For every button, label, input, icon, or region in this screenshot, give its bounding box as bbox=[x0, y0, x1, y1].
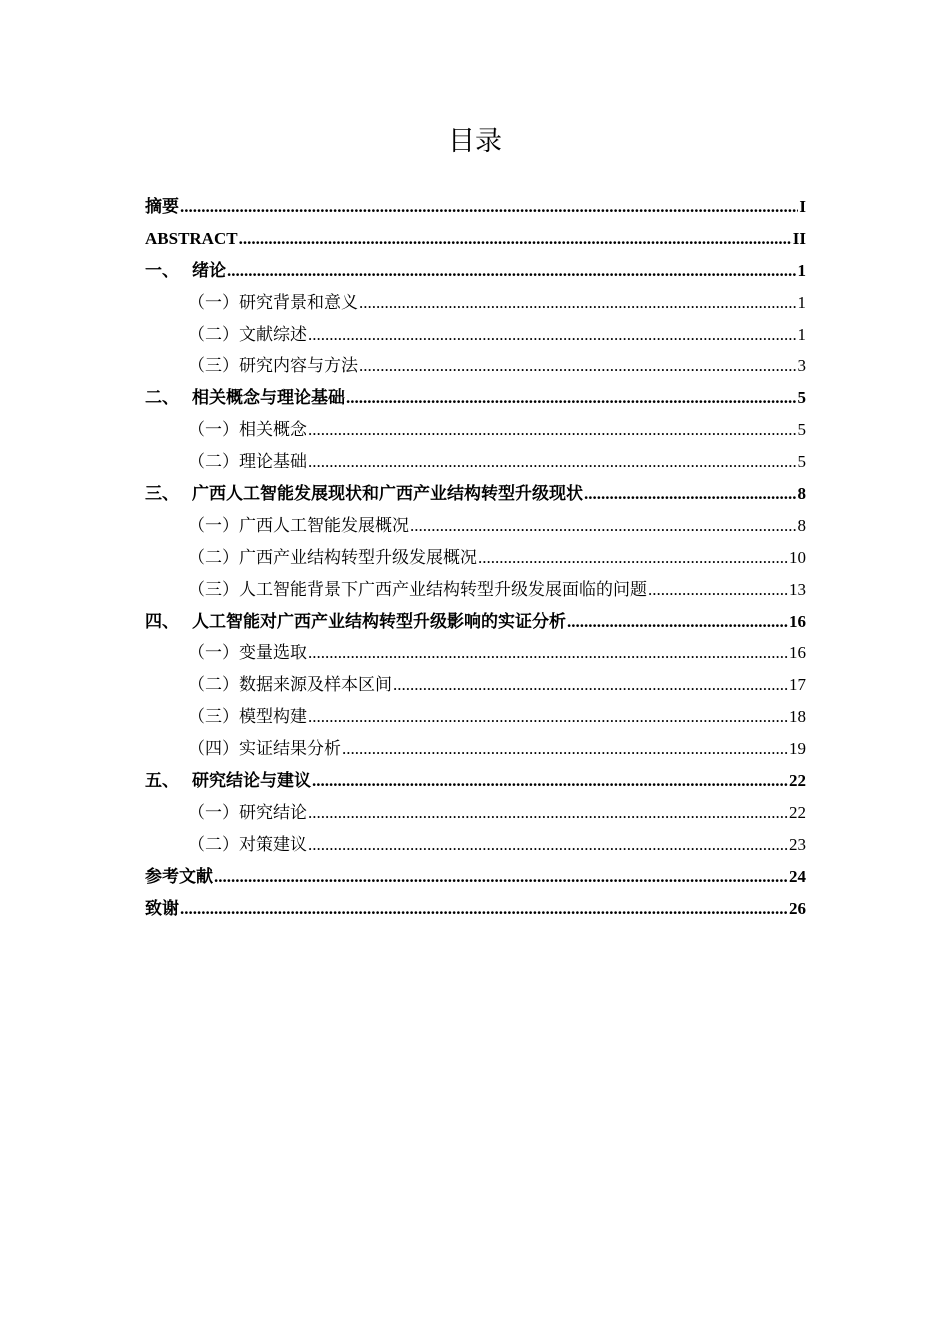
toc-entry-section[interactable] bbox=[145, 542, 806, 574]
toc-dot-leader bbox=[393, 669, 788, 701]
toc-entry-page-number: 26 bbox=[789, 898, 806, 918]
toc-entry-title: 研究结论与建议 bbox=[192, 771, 311, 791]
toc-entry-page-number: I bbox=[799, 197, 806, 216]
toc-entry-chapter[interactable] bbox=[145, 223, 806, 255]
toc-entry-title: （一）研究结论 bbox=[188, 802, 307, 822]
toc-entry-section[interactable] bbox=[145, 637, 806, 669]
toc-entry-page-number: 16 bbox=[789, 611, 806, 631]
toc-dot-leader bbox=[308, 319, 797, 351]
toc-entry-page-number: 5 bbox=[797, 420, 806, 440]
toc-entry-page-number: 24 bbox=[789, 866, 806, 886]
toc-entry-chapter[interactable] bbox=[145, 765, 806, 797]
toc-entry-chapter[interactable] bbox=[145, 191, 806, 223]
toc-entry-page-number: 17 bbox=[789, 675, 806, 695]
toc-entry-page-number: 23 bbox=[789, 834, 806, 854]
toc-entry-title: （二）广西产业结构转型升级发展概况 bbox=[188, 547, 477, 567]
toc-entry-chapter[interactable] bbox=[145, 478, 806, 510]
toc-dot-leader bbox=[342, 733, 788, 765]
toc-dot-leader bbox=[308, 637, 788, 669]
toc-entry-number: 二、 bbox=[145, 388, 179, 408]
toc-entry-page-number: 18 bbox=[789, 707, 806, 727]
toc-entry-title: 致谢 bbox=[145, 898, 179, 918]
toc-entry-title: （一）相关概念 bbox=[188, 420, 307, 440]
toc-entry-page-number: 1 bbox=[797, 292, 806, 312]
toc-dot-leader bbox=[478, 542, 788, 574]
toc-entry-section[interactable] bbox=[145, 414, 806, 446]
toc-dot-leader bbox=[308, 414, 797, 446]
toc-entry-number: 五、 bbox=[145, 771, 179, 791]
toc-entry-page-number: 8 bbox=[797, 515, 806, 535]
toc-entry-title: （四）实证结果分析 bbox=[188, 739, 341, 759]
toc-entry-page-number: 1 bbox=[797, 324, 806, 344]
toc-entry-title: （一）变量选取 bbox=[188, 643, 307, 663]
toc-dot-leader bbox=[312, 765, 788, 797]
toc-entry-title: （二）数据来源及样本区间 bbox=[188, 675, 392, 695]
toc-entry-chapter[interactable] bbox=[145, 606, 806, 638]
toc-entry-section[interactable] bbox=[145, 574, 806, 606]
toc-dot-leader bbox=[308, 797, 788, 829]
toc-entry-chapter[interactable] bbox=[145, 382, 806, 414]
toc-entry-title: ABSTRACT bbox=[145, 228, 238, 248]
toc-entry-page-number: 5 bbox=[797, 452, 806, 472]
toc-entry-title: 人工智能对广西产业结构转型升级影响的实证分析 bbox=[192, 611, 566, 631]
toc-entry-number: 四、 bbox=[145, 611, 179, 631]
toc-dot-leader bbox=[648, 574, 788, 606]
toc-dot-leader bbox=[214, 861, 788, 893]
toc-entry-page-number: 22 bbox=[789, 771, 806, 791]
toc-entry-title: 广西人工智能发展现状和广西产业结构转型升级现状 bbox=[192, 484, 583, 504]
toc-entry-title: （一）研究背景和意义 bbox=[188, 292, 358, 312]
toc-entry-chapter[interactable] bbox=[145, 255, 806, 287]
toc-entry-title: （二）对策建议 bbox=[188, 834, 307, 854]
toc-dot-leader bbox=[410, 510, 797, 542]
toc-entry-title: 摘要 bbox=[145, 197, 179, 216]
toc-entry-title: 参考文献 bbox=[145, 866, 213, 886]
toc-entry-title: （二）文献综述 bbox=[188, 324, 307, 344]
toc-dot-leader bbox=[239, 223, 792, 255]
toc-entry-page-number: 19 bbox=[789, 739, 806, 759]
toc-entry-page-number: 5 bbox=[797, 388, 806, 408]
toc-entry-section[interactable] bbox=[145, 669, 806, 701]
toc-entry-title: （二）理论基础 bbox=[188, 452, 307, 472]
toc-entry-title: 相关概念与理论基础 bbox=[192, 388, 345, 408]
toc-entry-page-number: 22 bbox=[789, 802, 806, 822]
toc-dot-leader bbox=[227, 255, 797, 287]
toc-entry-section[interactable] bbox=[145, 797, 806, 829]
toc-entry-section[interactable] bbox=[145, 701, 806, 733]
toc-entry-page-number: 8 bbox=[797, 484, 806, 504]
toc-entry-page-number: 13 bbox=[789, 579, 806, 599]
toc-entry-number: 三、 bbox=[145, 484, 179, 504]
toc-entry-page-number: 16 bbox=[789, 643, 806, 663]
toc-entry-section[interactable] bbox=[145, 446, 806, 478]
toc-entry-page-number: II bbox=[792, 228, 806, 248]
toc-dot-leader bbox=[359, 287, 797, 319]
toc-entry-title: （一）广西人工智能发展概况 bbox=[188, 515, 409, 535]
toc-dot-leader bbox=[584, 478, 797, 510]
toc-entry-section[interactable] bbox=[145, 510, 806, 542]
toc-dot-leader bbox=[308, 829, 788, 861]
toc-dot-leader bbox=[180, 893, 788, 925]
toc-entry-page-number: 1 bbox=[797, 260, 806, 280]
toc-entry-page-number: 10 bbox=[789, 547, 806, 567]
toc-entry-page-number: 3 bbox=[797, 356, 806, 376]
toc-dot-leader bbox=[308, 701, 788, 733]
toc-entry-title: （三）人工智能背景下广西产业结构转型升级发展面临的问题 bbox=[188, 579, 647, 599]
toc-entry-title: 绪论 bbox=[192, 260, 226, 280]
page-title: 目录 bbox=[448, 126, 502, 157]
toc-dot-leader bbox=[308, 446, 797, 478]
toc-dot-leader bbox=[180, 191, 798, 223]
toc-dot-leader bbox=[567, 606, 788, 638]
toc-entry-section[interactable] bbox=[145, 829, 806, 861]
toc-entry-section[interactable] bbox=[145, 350, 806, 382]
toc-entry-number: 一、 bbox=[145, 260, 179, 280]
toc-entry-chapter[interactable] bbox=[145, 893, 806, 925]
toc-entry-section[interactable] bbox=[145, 287, 806, 319]
toc-dot-leader bbox=[359, 350, 797, 382]
toc-entry-section[interactable] bbox=[145, 733, 806, 765]
toc-dot-leader bbox=[346, 382, 797, 414]
toc-entry-title: （三）研究内容与方法 bbox=[188, 356, 358, 376]
toc-entry-title: （三）模型构建 bbox=[188, 707, 307, 727]
table-of-contents bbox=[145, 191, 806, 924]
toc-entry-chapter[interactable] bbox=[145, 861, 806, 893]
toc-entry-section[interactable] bbox=[145, 319, 806, 351]
